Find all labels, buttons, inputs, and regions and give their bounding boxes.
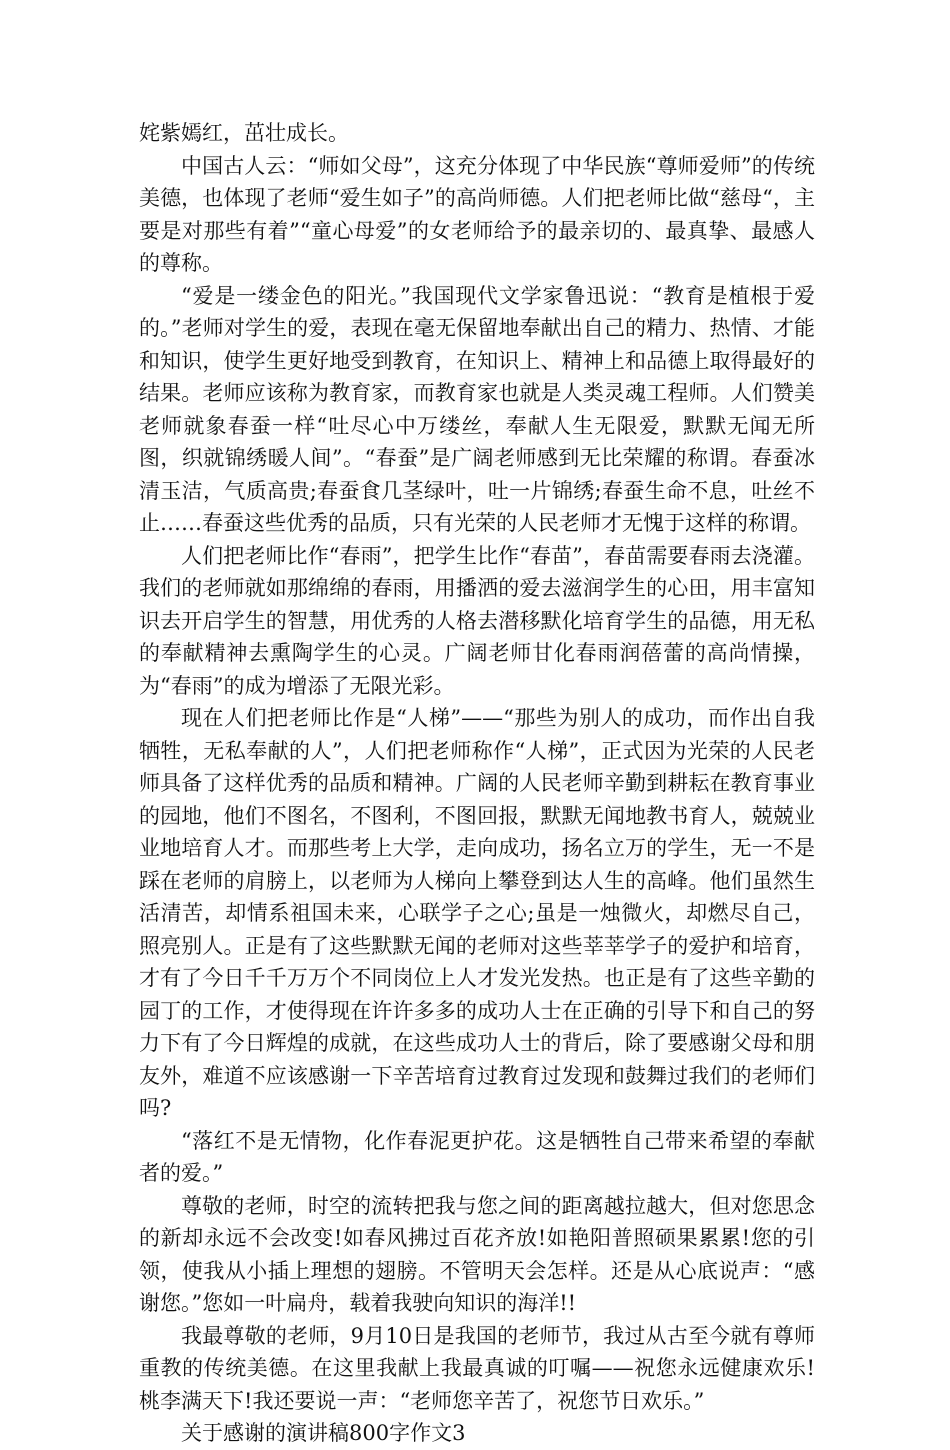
paragraph-spring-rain: 人们把老师比作“春雨”，把学生比作“春苗”，春苗需要春雨去浇灌。我们的老师就如那绵绵的春雨，用播洒的爱去滋润学生的心田，用丰富知识去开启学生的智慧，用优秀的人格去潜移默化培育学生的品德，用无私的奉献精神去熏陶学生的心灵。广阔老师甘化春雨润蓓蕾的高尚情操，为“春雨”的成为增添了无限光彩。 (139, 543, 815, 698)
paragraph-continuation: 姹紫嫣红，茁壮成长。 (139, 121, 349, 145)
document-body (139, 117, 815, 1450)
paragraph-teachers-day: 我最尊敬的老师，9月10日是我国的老师节，我过从古至今就有尊师重教的传统美德。在这里我献上我最真诚的叮嘱——祝您永远健康欢乐!桃李满天下!我还要说一声：“老师您辛苦了，祝您节日欢乐。” (139, 1323, 815, 1413)
paragraph-human-ladder: 现在人们把老师比作是“人梯”——“那些为别人的成功，而作出自我牺牲，无私奉献的人”，人们把老师称作“人梯”，正式因为光荣的人民老师具备了这样优秀的品质和精神。广阔的人民老师辛勤到耕耘在教育事业的园地，他们不图名，不图利，不图回报，默默无闻地教书育人，兢兢业业地培育人才。而那些考上大学，走向成功，扬名立万的学生，无一不是踩在老师的肩膀上，以老师为人梯向上攀登到达人生的高峰。他们虽然生活清苦，却情系祖国未来，心联学子之心;虽是一烛微火，却燃尽自己，照亮别人。正是有了这些默默无闻的老师对这些莘莘学子的爱护和培育，才有了今日千千万万个不同岗位上人才发光发热。也正是有了这些辛勤的园丁的工作，才使得现在许许多多的成功人士在正确的引导下和自己的努力下有了今日辉煌的成就，在这些成功人士的背后，除了要感谢父母和朋友外，难道不应该感谢一下辛苦培育过教育过发现和鼓舞过我们的老师们吗? (139, 706, 815, 1120)
section-heading: 关于感谢的演讲稿800字作文3 (181, 1421, 466, 1445)
paragraph-poem-quote: “落红不是无情物，化作春泥更护花。这是牺牲自己带来希望的奉献者的爱。” (139, 1128, 815, 1185)
paragraph-love-sunshine: “爱是一缕金色的阳光。”我国现代文学家鲁迅说：“教育是植根于爱的。”老师对学生的爱，表现在毫无保留地奉献出自己的精力、热情、才能和知识，使学生更好地受到教育，在知识上、精神上和品德上取得最好的结果。老师应该称为教育家，而教育家也就是人类灵魂工程师。人们赞美老师就象春蚕一样“吐尽心中万缕丝，奉献人生无限爱，默默无闻无所图，织就锦绣暖人间”。“春蚕”是广阔老师感到无比荣耀的称谓。春蚕冰清玉洁，气质高贵;春蚕食几茎绿叶，吐一片锦绣;春蚕生命不息，吐丝不止……春蚕这些优秀的品质，只有光荣的人民老师才无愧于这样的称谓。 (139, 283, 815, 535)
paragraph-dear-teacher: 尊敬的老师，时空的流转把我与您之间的距离越拉越大，但对您思念的新却永远不会改变!如春风拂过百花齐放!如艳阳普照硕果累累!您的引领，使我从小插上理想的翅膀。不管明天会怎样。还是从心底说声：“感谢您。”您如一叶扁舟，载着我驶向知识的海洋!! (139, 1193, 815, 1315)
paragraph-respect-teacher: 中国古人云：“师如父母”，这充分体现了中华民族“尊师爱师”的传统美德，也体现了老师“爱生如子”的高尚师德。人们把老师比做“慈母“，主要是对那些有着”“童心母爱”的女老师给予的最亲切的、最真挚、最感人的尊称。 (139, 153, 815, 275)
